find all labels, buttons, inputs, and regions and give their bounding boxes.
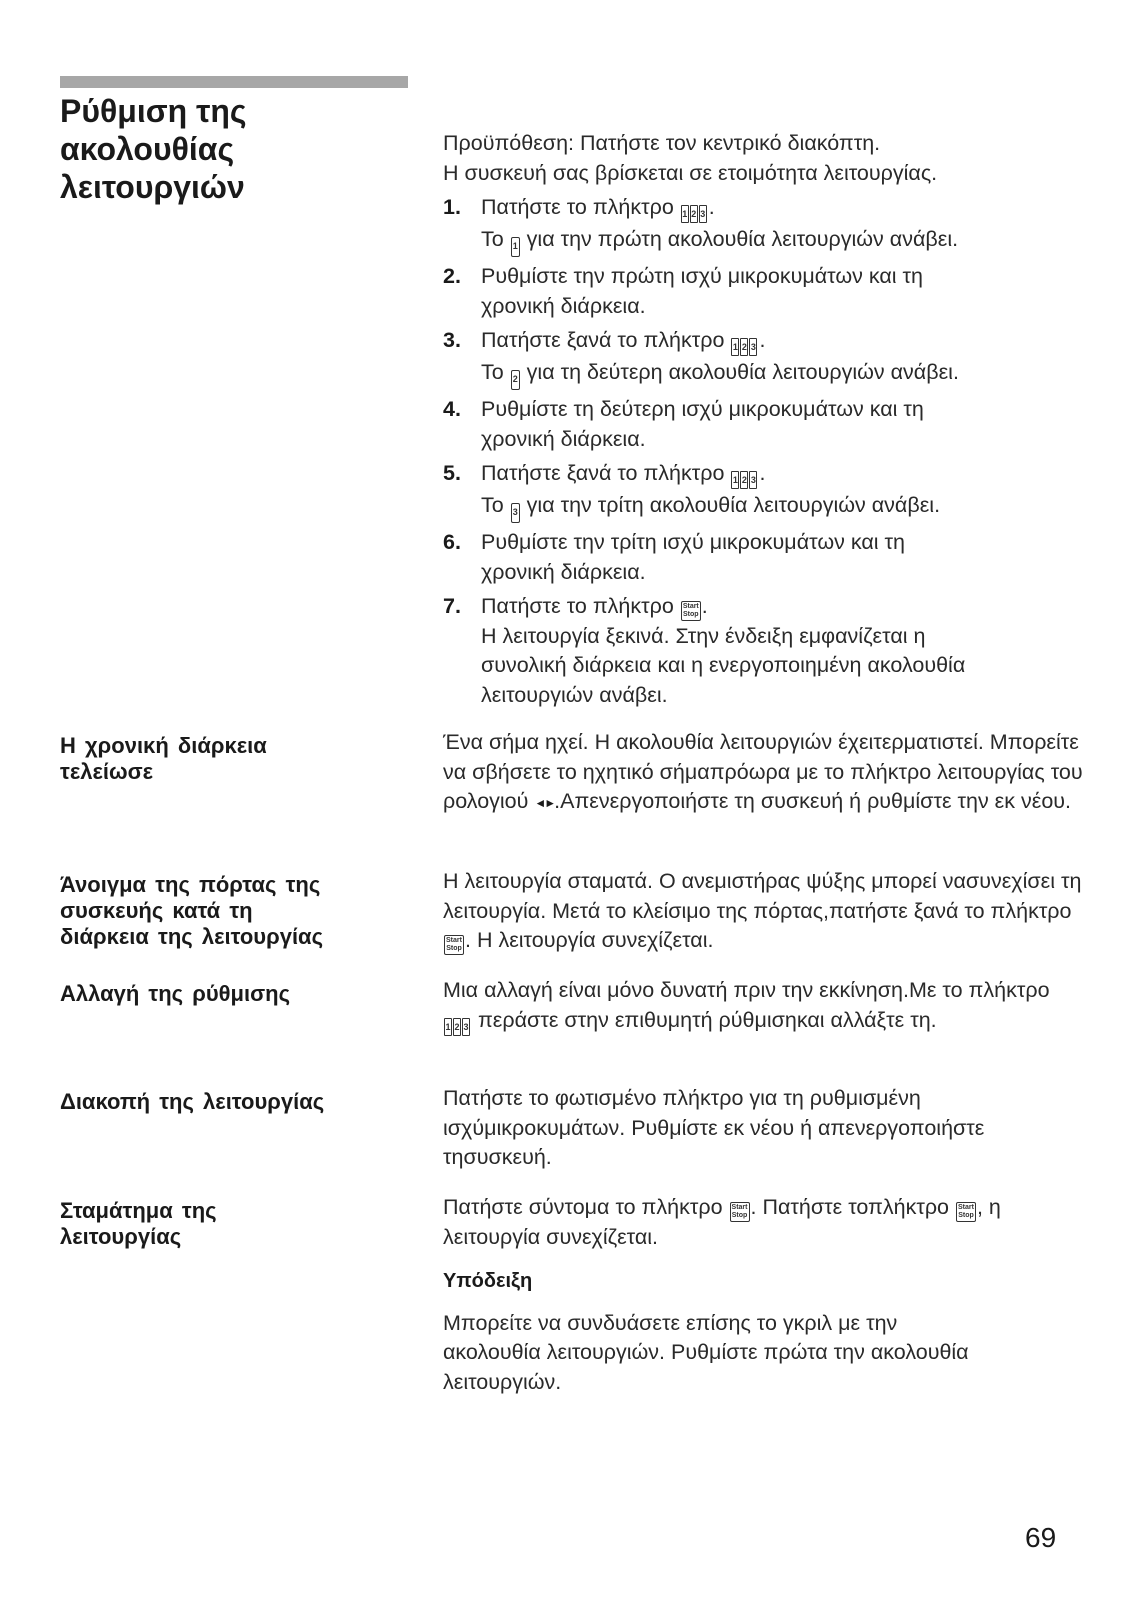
- heading-line: Σταμάτημα της: [60, 1198, 217, 1223]
- page-number: 69: [1025, 1522, 1057, 1553]
- hint-line: Μπορείτε να συνδυάσετε επίσης το γκριλ με την: [443, 1310, 898, 1335]
- heading-line: λειτουργίας: [60, 1224, 182, 1249]
- text-line: Ρυθμίστε την τρίτη ισχύ μικροκυμάτων και τη: [481, 530, 905, 554]
- hint-line: λειτουργιών.: [443, 1369, 562, 1394]
- text-line: Ένα σήμα ηχεί. Η ακολουθία λειτουργιών έχει: [443, 730, 874, 754]
- step-number: 1.: [443, 195, 461, 219]
- sequence-key-icon: 1 2 3: [444, 1018, 471, 1038]
- text-line: συσκευή.: [463, 1145, 552, 1169]
- hint-box: [443, 1267, 1083, 1397]
- start-stop-icon: Start Stop: [956, 1202, 976, 1222]
- text-line: συνεχίσει τη λειτουργία. Μετά το κλείσιμο της πόρτας,: [443, 869, 1082, 923]
- heading-cancel-operation: [60, 1089, 405, 1115]
- text-line: Πατήστε ξανά το πλήκτρο 1 2 3 .: [481, 459, 1083, 491]
- text-line: Πατήστε ξανά το πλήκτρο 1 2 3 .: [481, 326, 1083, 358]
- heading-pause-operation: [60, 1198, 405, 1250]
- start-stop-icon: Start Stop: [444, 935, 464, 955]
- step-item: [443, 262, 1083, 321]
- digit-2-icon: 2: [511, 370, 520, 390]
- text-line: Το 1 για την πρώτη ακολουθία λειτουργιών ανάβει.: [481, 225, 1083, 257]
- heading-line: τελείωσε: [60, 759, 154, 784]
- heading-time-finished: [60, 733, 405, 785]
- hint-line: ακολουθία λειτουργιών. Ρυθμίστε πρώτα την ακολουθία: [443, 1340, 969, 1364]
- section-door-open: [443, 867, 1083, 956]
- text-line: πατήστε ξανά το πλήκτρο Start Stop . Η λειτουργία συνεχίζεται.: [443, 899, 1072, 953]
- text-line: συνολική διάρκεια και η ενεργοποιημένη ακολουθία: [481, 653, 966, 677]
- step-number: 3.: [443, 328, 461, 352]
- text-line: Η λειτουργία ξεκινά. Στην ένδειξη εμφανίζεται η: [481, 623, 926, 648]
- title-line-2: ακολουθίας: [60, 131, 235, 167]
- step-number: 5.: [443, 461, 461, 485]
- step-item: [443, 326, 1083, 390]
- text-line: τερματιστεί. Μπορείτε να σβήσετε το ηχητικό σήμα: [443, 730, 1079, 784]
- heading-line: συσκευής κατά τη: [60, 898, 253, 923]
- section-pause-operation: [443, 1193, 1083, 1252]
- text-line: Ρυθμίστε την πρώτη ισχύ μικροκυμάτων και τη: [481, 264, 923, 288]
- section-cancel-operation: [443, 1084, 1083, 1173]
- text-line: λειτουργιών ανάβει.: [481, 682, 668, 707]
- section-change-setting: [443, 976, 1083, 1038]
- text-line: Απενεργοποιήστε τη συσκευή ή ρυθμίστε την εκ νέου.: [560, 789, 1072, 813]
- step-item: [443, 459, 1083, 523]
- steps-list: [443, 193, 1083, 710]
- clock-function-arrows-icon: ◄►: [534, 796, 555, 810]
- text-line: Πατήστε σύντομα το πλήκτρο Start Stop . Πατήστε το: [443, 1195, 868, 1219]
- page-title: [60, 92, 420, 206]
- heading-line: Η χρονική διάρκεια: [60, 733, 267, 758]
- text-line: Η λειτουργία σταματά. Ο ανεμιστήρας ψύξης μπορεί να: [443, 869, 966, 893]
- text-line: πλήκτρο Start Stop , η λειτουργία συνεχίζεται.: [443, 1195, 1001, 1249]
- heading-line: Διακοπή της λειτουργίας: [60, 1089, 325, 1114]
- intro-text: [443, 129, 1083, 710]
- text-line: Ρυθμίστε τη δεύτερη ισχύ μικροκυμάτων και τη: [481, 397, 924, 421]
- step-number: 2.: [443, 264, 461, 288]
- text-line: πρόωρα με το πλήκτρο λειτουργίας του ρολογιού ◄►.: [443, 760, 1083, 814]
- text-line: χρονική διάρκεια.: [481, 426, 646, 451]
- title-line-1: Ρύθμιση της: [60, 93, 247, 129]
- step-item: [443, 592, 1083, 710]
- heading-change-setting: [60, 981, 405, 1007]
- step-number: 4.: [443, 397, 461, 421]
- heading-line: Αλλαγή της ρύθμισης: [60, 981, 291, 1006]
- text-line: Πατήστε το πλήκτρο 1 2 3 .: [481, 193, 1083, 225]
- digit-3-icon: 3: [511, 503, 520, 523]
- text-line: Πατήστε το φωτισμένο πλήκτρο για τη ρυθμισμένη ισχύ: [443, 1086, 921, 1140]
- sequence-key-icon: 1 2 3: [731, 471, 758, 491]
- text-line: μικροκυμάτων. Ρυθμίστε εκ νέου ή απενεργοποιήστε τη: [443, 1115, 985, 1169]
- step-item: [443, 528, 1083, 587]
- text-line: Το 3 για την τρίτη ακολουθία λειτουργιών ανάβει.: [481, 491, 1083, 523]
- text-line: και αλλάξτε τη.: [796, 1007, 937, 1032]
- intro-line: Προϋπόθεση: Πατήστε τον κεντρικό διακόπτη.: [443, 131, 881, 155]
- text-line: Πατήστε το πλήκτρο Start Stop .: [481, 592, 1083, 622]
- intro-line: Η συσκευή σας βρίσκεται σε ετοιμότητα λειτουργίας.: [443, 160, 938, 185]
- section-time-finished: [443, 728, 1083, 819]
- text-line: χρονική διάρκεια.: [481, 559, 646, 584]
- title-line-3: λειτουργιών: [60, 169, 245, 205]
- start-stop-icon: Start Stop: [730, 1202, 750, 1222]
- hint-title: Υπόδειξη: [443, 1270, 533, 1292]
- step-item: [443, 193, 1083, 257]
- digit-1-icon: 1: [511, 237, 520, 257]
- heading-door-open: [60, 872, 405, 950]
- text-line: Μια αλλαγή είναι μόνο δυνατή πριν την εκκίνηση.: [443, 978, 909, 1002]
- text-line: Το 2 για τη δεύτερη ακολουθία λειτουργιών ανάβει.: [481, 358, 1083, 390]
- text-line: Με το πλήκτρο 1 2 3 περάστε στην επιθυμητή ρύθμιση: [443, 978, 1050, 1032]
- step-item: [443, 395, 1083, 454]
- start-stop-icon: Start Stop: [681, 601, 701, 621]
- section-top-bar: [60, 76, 408, 88]
- sequence-key-icon: 1 2 3: [681, 205, 708, 225]
- heading-line: διάρκεια της λειτουργίας: [60, 924, 324, 949]
- text-line: χρονική διάρκεια.: [481, 293, 646, 318]
- step-number: 7.: [443, 594, 461, 618]
- step-number: 6.: [443, 530, 461, 554]
- sequence-key-icon: 1 2 3: [731, 338, 758, 358]
- heading-line: Άνοιγμα της πόρτας της: [60, 872, 321, 897]
